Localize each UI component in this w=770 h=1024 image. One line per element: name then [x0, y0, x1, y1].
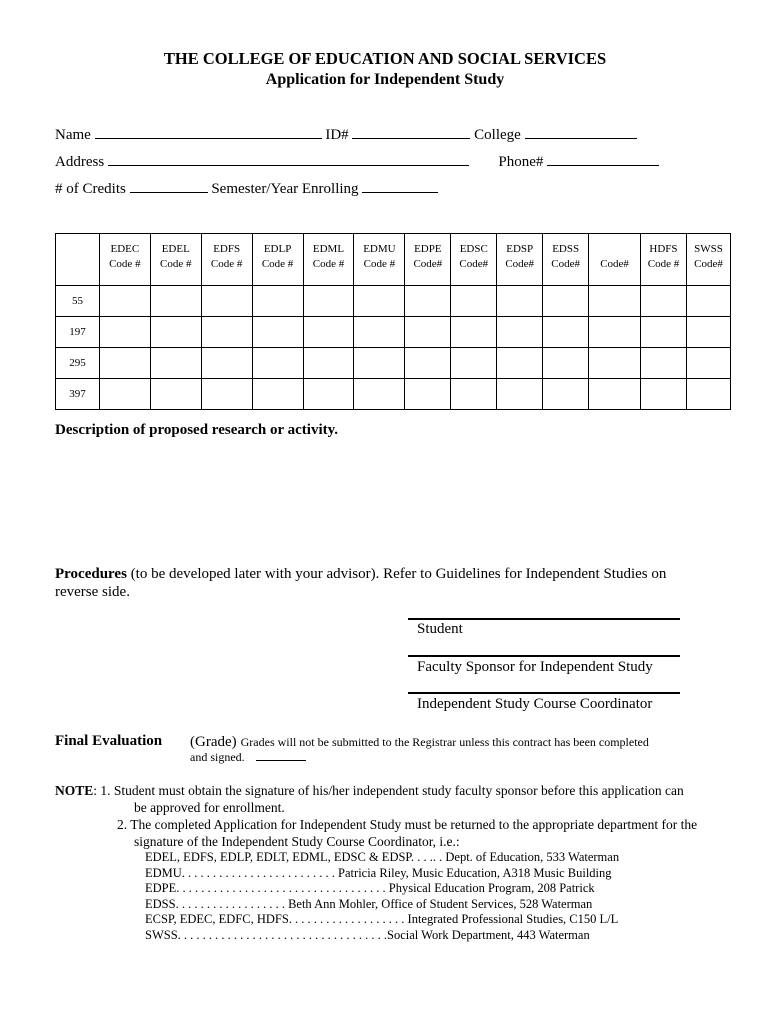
column-subheader: Code # — [312, 258, 345, 270]
college-field[interactable] — [525, 126, 637, 139]
column-code: EDFS — [213, 243, 241, 255]
code-cell[interactable] — [405, 348, 451, 379]
college-label: College — [474, 127, 521, 143]
column-code: EDSS — [552, 243, 580, 255]
name-row — [55, 126, 637, 144]
note-item-2: 2. The completed Application for Independent Study must be returned to the appropriate department for the — [117, 817, 698, 832]
code-cell[interactable] — [497, 317, 543, 348]
department-item: ECSP, EDEC, EDFC, HDFS. . . . . . . . . . . . . . . . . . . Integrated Professional Studies, C150 L/L — [145, 912, 619, 927]
code-cell[interactable] — [641, 379, 687, 410]
department-item: EDMU. . . . . . . . . . . . . . . . . . . . . . . . . Patricia Riley, Music Education, A318 Music Building — [145, 865, 612, 880]
row-course-number: 55 — [56, 286, 100, 317]
final-evaluation-label: Final Evaluation — [55, 733, 163, 749]
code-cell[interactable] — [543, 379, 589, 410]
column-header — [201, 234, 252, 286]
code-cell[interactable] — [99, 348, 150, 379]
code-cell[interactable] — [497, 286, 543, 317]
code-cell[interactable] — [543, 348, 589, 379]
column-code: EDPE — [414, 243, 442, 255]
column-subheader: Code# — [600, 258, 629, 270]
code-cell[interactable] — [497, 348, 543, 379]
coordinator-signature-label: Independent Study Course Coordinator — [417, 696, 653, 712]
code-cell[interactable] — [405, 317, 451, 348]
code-cell[interactable] — [451, 317, 497, 348]
code-cell[interactable] — [201, 379, 252, 410]
column-subheader: Code# — [694, 258, 723, 270]
table-row — [56, 317, 731, 348]
column-code: EDEC — [110, 243, 140, 255]
code-cell[interactable] — [150, 348, 201, 379]
grade-field[interactable] — [256, 750, 306, 761]
code-cell[interactable] — [589, 317, 641, 348]
code-cell[interactable] — [99, 379, 150, 410]
table-row — [56, 286, 731, 317]
code-cell[interactable] — [303, 348, 354, 379]
name-label: Name — [55, 127, 91, 143]
semester-field[interactable] — [362, 180, 438, 193]
form-title: THE COLLEGE OF EDUCATION AND SOCIAL SERVICES — [163, 49, 607, 68]
address-row — [55, 153, 659, 171]
code-cell[interactable] — [303, 379, 354, 410]
column-header — [686, 234, 730, 286]
row-course-number: 197 — [56, 317, 100, 348]
column-header — [543, 234, 589, 286]
code-cell[interactable] — [589, 379, 641, 410]
column-header — [497, 234, 543, 286]
code-cell[interactable] — [641, 317, 687, 348]
code-cell[interactable] — [589, 286, 641, 317]
procedures-text: (to be developed later with your advisor). Refer to Guidelines for Independent Studies on — [126, 566, 667, 582]
department-item: EDSS. . . . . . . . . . . . . . . . . . Beth Ann Mohler, Office of Student Services, 528 Waterman — [145, 896, 593, 911]
column-header — [252, 234, 303, 286]
code-cell[interactable] — [354, 379, 405, 410]
procedures-label: Procedures — [55, 566, 127, 582]
column-header — [354, 234, 405, 286]
column-subheader: Code # — [363, 258, 396, 270]
column-header — [641, 234, 687, 286]
grade-note: Grades will not be submitted to the Registrar unless this contract has been completed — [240, 735, 649, 749]
id-field[interactable] — [352, 126, 470, 139]
code-cell[interactable] — [686, 379, 730, 410]
form-subtitle: Application for Independent Study — [265, 71, 505, 88]
code-cell[interactable] — [150, 317, 201, 348]
code-cell[interactable] — [451, 379, 497, 410]
semester-label: Semester/Year Enrolling — [211, 181, 359, 197]
column-subheader: Code# — [505, 258, 535, 270]
credits-field[interactable] — [130, 180, 208, 193]
sponsor-signature-line[interactable] — [408, 655, 680, 657]
column-code: EDEL — [161, 243, 190, 255]
row-course-number: 397 — [56, 379, 100, 410]
corner-cell — [56, 234, 100, 286]
name-field[interactable] — [95, 126, 322, 139]
code-cell[interactable] — [451, 348, 497, 379]
column-code: SWSS — [694, 243, 723, 255]
address-field[interactable] — [108, 153, 469, 166]
student-signature-label: Student — [417, 621, 463, 637]
table-row — [56, 348, 731, 379]
code-cell[interactable] — [354, 286, 405, 317]
address-label: Address — [55, 154, 105, 170]
code-cell[interactable] — [252, 317, 303, 348]
student-signature-line[interactable] — [408, 618, 680, 620]
procedures-line — [55, 566, 666, 583]
column-subheader: Code # — [210, 258, 243, 270]
code-cell[interactable] — [354, 348, 405, 379]
code-cell[interactable] — [497, 379, 543, 410]
grade-note-2: and signed. — [190, 750, 245, 764]
column-subheader: Code# — [459, 258, 489, 270]
code-cell[interactable] — [201, 286, 252, 317]
code-cell[interactable] — [589, 348, 641, 379]
note-label: NOTE — [55, 783, 94, 798]
code-cell[interactable] — [405, 286, 451, 317]
code-cell[interactable] — [150, 379, 201, 410]
code-cell[interactable] — [543, 317, 589, 348]
coordinator-signature-line[interactable] — [408, 692, 680, 694]
phone-field[interactable] — [547, 153, 659, 166]
column-subheader: Code# — [551, 258, 580, 270]
column-code: EDMU — [363, 243, 396, 255]
phone-label: Phone# — [498, 154, 544, 170]
column-code: EDSC — [459, 243, 488, 255]
code-cell[interactable] — [99, 317, 150, 348]
credits-row — [55, 180, 438, 198]
procedures-text-2: reverse side. — [55, 584, 130, 600]
column-subheader: Code # — [261, 258, 294, 270]
sponsor-signature-label: Faculty Sponsor for Independent Study — [417, 659, 653, 675]
course-code-table — [55, 233, 731, 410]
column-subheader: Code# — [413, 258, 443, 270]
code-cell[interactable] — [201, 317, 252, 348]
column-header — [405, 234, 451, 286]
credits-label: # of Credits — [55, 181, 126, 197]
description-label: Description of proposed research or activity. — [55, 422, 339, 438]
code-cell[interactable] — [252, 348, 303, 379]
note-item-1 — [55, 783, 684, 799]
column-code: HDFS — [649, 243, 678, 255]
code-cell[interactable] — [451, 286, 497, 317]
grade-note-2-row — [190, 750, 306, 765]
code-cell[interactable] — [543, 286, 589, 317]
department-item: EDPE. . . . . . . . . . . . . . . . . . . . . . . . . . . . . . . . . . Physical Education Program, 208 Patrick — [145, 881, 595, 896]
code-cell[interactable] — [354, 317, 405, 348]
row-course-number: 295 — [56, 348, 100, 379]
id-label: ID# — [325, 127, 349, 143]
code-cell[interactable] — [405, 379, 451, 410]
column-header — [451, 234, 497, 286]
code-cell[interactable] — [252, 286, 303, 317]
code-cell[interactable] — [641, 286, 687, 317]
column-subheader: Code # — [109, 258, 141, 270]
column-code: EDSP — [506, 243, 534, 255]
code-cell[interactable] — [303, 317, 354, 348]
code-cell[interactable] — [252, 379, 303, 410]
note-item-1-cont: be approved for enrollment. — [134, 800, 285, 815]
department-item: EDEL, EDFS, EDLP, EDLT, EDML, EDSC & EDSP. . . .. . Dept. of Education, 533 Waterman — [145, 850, 620, 864]
column-code: EDML — [312, 243, 345, 255]
code-cell[interactable] — [150, 286, 201, 317]
note-item-2-cont: signature of the Independent Study Course Coordinator, i.e.: — [134, 834, 460, 849]
column-header — [589, 234, 641, 286]
code-cell[interactable] — [99, 286, 150, 317]
code-cell[interactable] — [201, 348, 252, 379]
column-code: EDLP — [263, 243, 292, 255]
table-row — [56, 379, 731, 410]
code-cell[interactable] — [303, 286, 354, 317]
grade-row — [190, 733, 649, 751]
column-header — [99, 234, 150, 286]
column-subheader: Code # — [647, 258, 680, 270]
column-subheader: Code # — [160, 258, 192, 270]
department-item: SWSS. . . . . . . . . . . . . . . . . . . . . . . . . . . . . . . . . .Social Work Department, 443 Waterman — [145, 928, 590, 942]
column-header — [150, 234, 201, 286]
code-cell[interactable] — [686, 348, 730, 379]
code-cell[interactable] — [686, 286, 730, 317]
grade-label: (Grade) — [190, 734, 237, 750]
code-cell[interactable] — [641, 348, 687, 379]
code-cell[interactable] — [686, 317, 730, 348]
table-header-row — [56, 234, 731, 286]
note-item-1-text: : 1. Student must obtain the signature of his/her independent study faculty sponsor before this application can — [93, 783, 684, 798]
column-header — [303, 234, 354, 286]
